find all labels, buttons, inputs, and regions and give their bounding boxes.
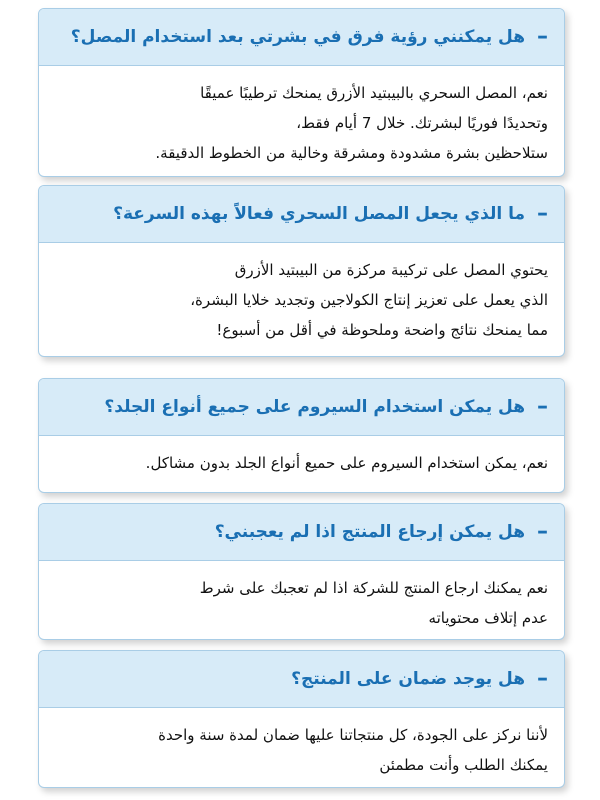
faq-answer-line: نعم، يمكن استخدام السيروم على حميع أنواع الجلد بدون مشاكل. <box>145 454 548 472</box>
faq-answer <box>39 561 564 640</box>
faq-answer-line: نعم، المصل السحري بالبيبتيد الأزرق يمنحك ترطيبًا عميقًا <box>200 84 548 102</box>
faq-item[interactable] <box>38 650 565 788</box>
faq-question-header[interactable] <box>39 9 564 66</box>
faq-answer-line: الذي يعمل على تعزيز إنتاج الكولاجين وتجديد خلايا البشرة، <box>190 291 548 309</box>
faq-item[interactable] <box>38 503 565 640</box>
dash-bullet-icon: – <box>537 394 548 419</box>
faq-question-header[interactable] <box>39 651 564 708</box>
faq-question-header[interactable] <box>39 379 564 436</box>
faq-question-text: هل يمكن استخدام السيروم على جميع أنواع الجلد؟ <box>104 397 525 417</box>
faq-answer-line: مما يمنحك نتائج واضحة وملحوظة في أقل من أسبوع! <box>216 321 548 339</box>
faq-item[interactable] <box>38 378 565 493</box>
faq-question-text: ما الذي يجعل المصل السحري فعالاً بهذه السرعة؟ <box>113 204 525 224</box>
dash-bullet-icon: – <box>537 666 548 691</box>
faq-answer-line: عدم إتلاف محتوياته <box>428 609 548 627</box>
faq-answer-line: ستلاحظين بشرة مشدودة ومشرقة وخالية من الخطوط الدقيقة. <box>155 144 548 162</box>
faq-answer-line: يحتوي المصل على تركيبة مركزة من البيبتيد الأزرق <box>234 261 548 279</box>
faq-question-header[interactable] <box>39 504 564 561</box>
faq-answer-line: نعم يمكنك ارجاع المنتج للشركة اذا لم تعجبك على شرط <box>199 579 548 597</box>
dash-bullet-icon: – <box>537 201 548 226</box>
faq-question-text: هل يمكن إرجاع المنتج اذا لم يعجبني؟ <box>214 522 525 542</box>
faq-item[interactable] <box>38 185 565 357</box>
faq-answer-line: يمكنك الطلب وأنت مطمئن <box>379 756 548 774</box>
faq-answer <box>39 243 564 353</box>
faq-answer-line: وتحديدًا فوريًا لبشرتك. خلال 7 أيام فقط، <box>296 114 548 132</box>
faq-answer <box>39 436 564 486</box>
faq-question-header[interactable] <box>39 186 564 243</box>
faq-answer-line: لأننا نركز على الجودة، كل منتجاتنا عليها ضمان لمدة سنة واحدة <box>158 726 548 744</box>
faq-answer <box>39 66 564 176</box>
faq-item[interactable] <box>38 8 565 177</box>
faq-question-text: هل يوجد ضمان على المنتج؟ <box>291 669 525 689</box>
dash-bullet-icon: – <box>537 519 548 544</box>
dash-bullet-icon: – <box>537 24 548 49</box>
faq-answer <box>39 708 564 788</box>
faq-question-text: هل يمكنني رؤية فرق في بشرتي بعد استخدام المصل؟ <box>70 27 525 47</box>
